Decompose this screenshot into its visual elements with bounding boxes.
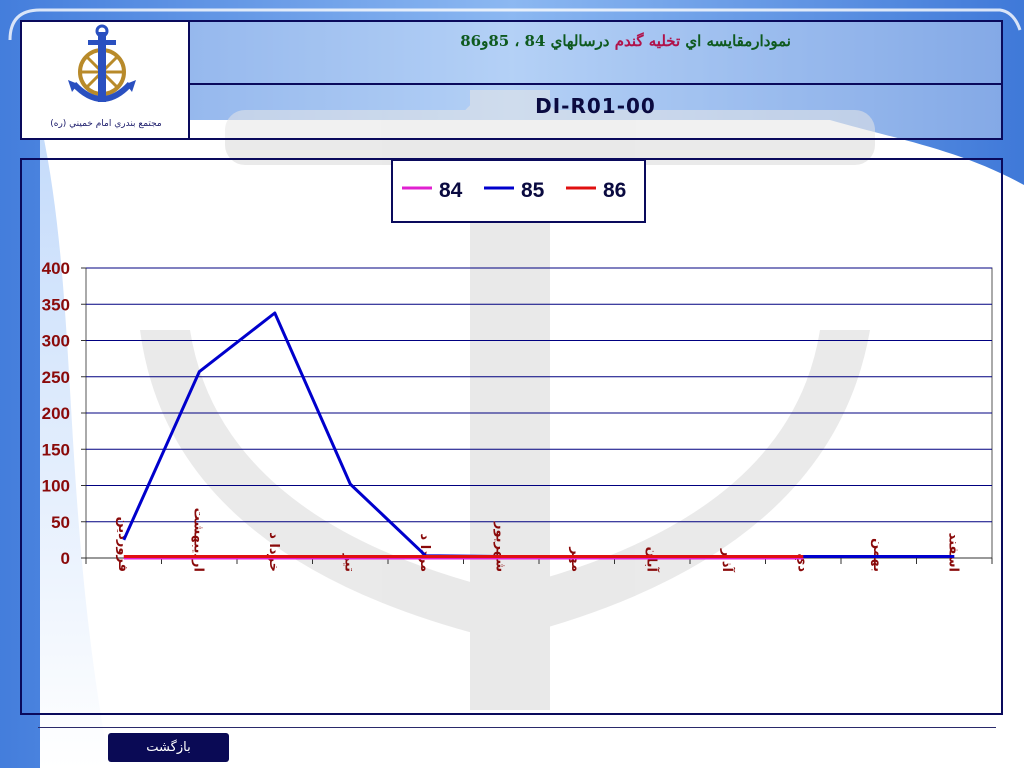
y-tick-label: 100 [41, 476, 70, 496]
x-tick-label: مهر [567, 547, 583, 572]
series-line-85 [124, 313, 955, 557]
y-tick-label: 0 [60, 549, 70, 568]
x-tick-label: تير [341, 553, 357, 572]
x-tick-label: مردا د [416, 533, 432, 572]
y-tick-label: 300 [41, 331, 70, 351]
y-tick-label: 400 [41, 259, 70, 278]
x-tick-label: آبان [643, 546, 659, 572]
title-part-4: 84 ، 85و86 [460, 32, 546, 50]
logo-caption: مجتمع بندري امام خميني (ره) [50, 119, 162, 129]
back-button[interactable]: بازگشت [108, 733, 229, 762]
title-part-3: درسالهاي [545, 32, 615, 50]
x-tick-label: شهريور [492, 522, 508, 572]
x-tick-label: بهمن [869, 538, 885, 572]
x-tick-label: ارديبهشت [190, 507, 206, 572]
x-tick-label: اسفند [945, 532, 961, 572]
legend-label-85: 85 [521, 179, 545, 202]
y-tick-label: 200 [41, 404, 70, 423]
title-part-2: تخليه گندم [614, 32, 681, 50]
title-part-1: نمودارمقايسه اي [680, 32, 791, 50]
y-tick-label: 250 [41, 367, 70, 387]
x-tick-label: فروردين [114, 516, 130, 572]
legend-label-86: 86 [603, 179, 627, 202]
x-tick-label: آذ ر [718, 548, 734, 572]
legend-label-84: 84 [439, 179, 463, 202]
x-tick-label: خردا د [265, 532, 281, 572]
y-tick-label: 350 [41, 295, 70, 315]
y-tick-label: 150 [41, 440, 70, 460]
document-code: DI-R01-00 [535, 94, 656, 118]
y-tick-label: 50 [51, 512, 70, 532]
x-tick-label: دي [794, 553, 810, 572]
